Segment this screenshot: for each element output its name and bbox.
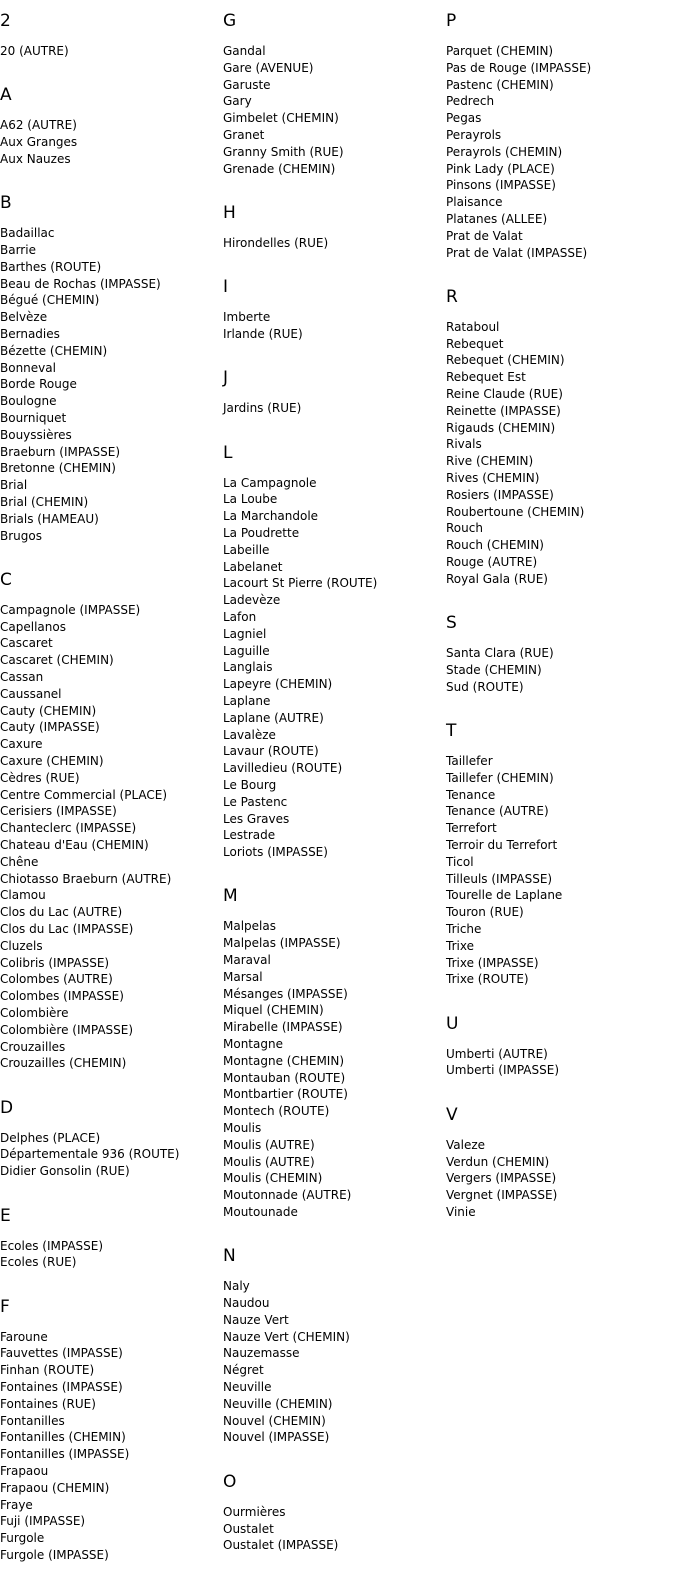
street-entry: Borde Rouge <box>0 377 77 392</box>
letter-heading: A <box>0 85 12 106</box>
letter-section <box>223 366 445 417</box>
street-entry: Rataboul <box>446 319 500 334</box>
street-entry: Roubertoune (CHEMIN) <box>446 504 585 519</box>
street-entry: Maraval <box>223 952 271 967</box>
street-entry: Rives (CHEMIN) <box>446 471 540 486</box>
letter-heading: I <box>223 277 229 298</box>
street-entry: Pas de Rouge (IMPASSE) <box>446 60 592 75</box>
letter-heading: S <box>446 613 457 634</box>
letter-heading: U <box>446 1013 459 1034</box>
street-entry: Crouzailles <box>0 1039 66 1054</box>
street-entry: Cauty (CHEMIN) <box>0 703 97 718</box>
street-entry: Rosiers (IMPASSE) <box>446 487 554 502</box>
street-entry: Rive (CHEMIN) <box>446 454 534 469</box>
street-entry: Barthes (ROUTE) <box>0 259 102 274</box>
street-entry: Bourniquet <box>0 410 67 425</box>
street-entry: Trixe <box>446 938 474 953</box>
street-entry: Oustalet <box>223 1521 274 1536</box>
letter-heading: R <box>446 286 458 307</box>
street-entry: Cascaret <box>0 636 53 651</box>
street-entry: Fontanilles <box>0 1413 65 1428</box>
street-entry: Cèdres (RUE) <box>0 770 80 785</box>
street-entry: Ourmières <box>223 1504 286 1519</box>
street-entry: Bouyssières <box>0 427 72 442</box>
street-entry: Verdun (CHEMIN) <box>446 1154 550 1169</box>
street-entry: La Marchandole <box>223 509 319 524</box>
letter-section <box>0 1096 222 1180</box>
street-index-column-2 <box>223 9 445 1578</box>
street-entry: Moutonnade (AUTRE) <box>223 1188 352 1203</box>
street-entry: Terrefort <box>446 821 497 836</box>
street-entry: Rebequet <box>446 336 504 351</box>
street-entry: Parquet (CHEMIN) <box>446 44 554 58</box>
street-entry: Grenade (CHEMIN) <box>223 161 336 176</box>
street-entry: Naly <box>223 1279 250 1294</box>
street-entry: La Poudrette <box>223 525 300 540</box>
street-entry: Mirabelle (IMPASSE) <box>223 1020 343 1035</box>
letter-heading: E <box>0 1205 11 1226</box>
street-entry: Lavilledieu (ROUTE) <box>223 761 343 776</box>
street-index-column-3 <box>446 9 668 1244</box>
letter-section <box>223 441 445 861</box>
letter-section <box>223 201 445 252</box>
letter-heading: O <box>223 1471 237 1492</box>
street-entry: Colombière (IMPASSE) <box>0 1022 134 1037</box>
street-entry: Cluzels <box>0 938 43 953</box>
street-entry: Capellanos <box>0 619 66 634</box>
letter-heading: B <box>0 193 12 214</box>
street-entry: Colombes (IMPASSE) <box>0 989 124 1004</box>
street-entry: Montauban (ROUTE) <box>223 1070 346 1085</box>
street-entry: Pinsons (IMPASSE) <box>446 178 556 193</box>
street-entry: Laplane (AUTRE) <box>223 710 324 725</box>
letter-section <box>0 83 222 167</box>
letter-section <box>0 568 222 1072</box>
street-index-column-1 <box>0 9 222 1587</box>
street-entry: Fontanilles (CHEMIN) <box>0 1430 126 1445</box>
street-entry: Oustalet (IMPASSE) <box>223 1538 339 1553</box>
letter-heading: P <box>446 11 457 31</box>
street-entry: Sud (ROUTE) <box>446 679 524 694</box>
street-entry: Clos du Lac (AUTRE) <box>0 905 123 920</box>
street-entry: Loriots (IMPASSE) <box>223 845 328 860</box>
street-entry: Clamou <box>0 888 46 903</box>
street-entry: Furgole <box>0 1531 45 1546</box>
street-entry: Delphes (PLACE) <box>0 1130 101 1145</box>
street-entry: Clos du Lac (IMPASSE) <box>0 921 134 936</box>
letter-heading: J <box>223 368 229 389</box>
street-entry: Laguille <box>223 643 270 658</box>
street-entry: Rouge (AUTRE) <box>446 555 538 570</box>
street-entry: Lacourt St Pierre (ROUTE) <box>223 576 378 591</box>
street-entry: Prat de Valat <box>446 228 523 243</box>
street-entry: Le Pastenc <box>223 794 288 809</box>
street-entry: Plaisance <box>446 195 503 210</box>
letter-section <box>0 191 222 544</box>
street-entry: Finhan (ROUTE) <box>0 1363 95 1378</box>
street-entry: Cascaret (CHEMIN) <box>0 653 114 668</box>
letter-heading: H <box>223 202 236 223</box>
street-entry: Colombière <box>0 1005 69 1020</box>
street-entry: Tilleuls (IMPASSE) <box>446 871 553 886</box>
street-entry: Nouvel (CHEMIN) <box>223 1413 326 1428</box>
street-entry: Touron (RUE) <box>446 905 524 920</box>
street-entry: Montbartier (ROUTE) <box>223 1087 348 1102</box>
street-entry: Triche <box>446 921 482 936</box>
street-entry: Lestrade <box>223 828 276 843</box>
letter-heading: M <box>223 886 238 907</box>
street-entry: Umberti (IMPASSE) <box>446 1063 560 1078</box>
street-entry: Montagne <box>223 1036 283 1051</box>
street-entry: Lavalèze <box>223 727 276 742</box>
letter-section <box>0 1295 222 1564</box>
street-entry: Hirondelles (RUE) <box>223 235 329 250</box>
street-entry: Ladevèze <box>223 593 281 608</box>
street-entry: Nauze Vert <box>223 1312 289 1327</box>
street-entry: La Campagnole <box>223 475 317 490</box>
street-entry: Taillefer <box>446 754 493 768</box>
street-entry: Gare (AVENUE) <box>223 60 314 75</box>
street-entry: Trixe (ROUTE) <box>446 972 529 987</box>
street-entry: Bonneval <box>0 360 56 375</box>
street-entry: La Loube <box>223 492 278 507</box>
street-entry: Vergnet (IMPASSE) <box>446 1188 558 1203</box>
street-entry: Barrie <box>0 242 36 257</box>
street-entry: Terroir du Terrefort <box>446 837 558 852</box>
letter-section <box>223 1244 445 1446</box>
street-entry: Laplane <box>223 693 271 708</box>
street-entry: Faroune <box>0 1329 48 1344</box>
street-entry: Rebequet Est <box>446 370 526 385</box>
street-entry: Taillefer (CHEMIN) <box>446 770 554 785</box>
street-entry: Crouzailles (CHEMIN) <box>0 1056 127 1071</box>
street-entry: Lagniel <box>223 626 267 641</box>
street-entry: Miquel (CHEMIN) <box>223 1003 324 1018</box>
letter-heading: 2 <box>0 11 11 31</box>
street-entry: Caussanel <box>0 686 62 701</box>
street-entry: Santa Clara (RUE) <box>446 646 554 661</box>
street-entry: 20 (AUTRE) <box>0 44 69 58</box>
street-entry: Nauzemasse <box>223 1346 300 1361</box>
street-entry: Ticol <box>446 854 474 869</box>
street-entry: Centre Commercial (PLACE) <box>0 787 168 802</box>
street-entry: Cerisiers (IMPASSE) <box>0 804 117 819</box>
street-entry: Fontaines (RUE) <box>0 1396 96 1411</box>
street-entry: Bégué (CHEMIN) <box>0 293 100 308</box>
street-entry: Tourelle de Laplane <box>446 888 563 903</box>
street-entry: Moutounade <box>223 1204 298 1219</box>
street-entry: Départementale 936 (ROUTE) <box>0 1147 180 1162</box>
street-entry: Chiotasso Braeburn (AUTRE) <box>0 871 172 886</box>
street-entry: Reinette (IMPASSE) <box>446 403 561 418</box>
letter-section <box>223 9 445 177</box>
letter-section <box>0 1204 222 1272</box>
street-entry: Ecoles (RUE) <box>0 1255 77 1270</box>
street-entry: Trixe (IMPASSE) <box>446 955 539 970</box>
street-entry: Perayrols (CHEMIN) <box>446 144 563 159</box>
letter-section <box>223 275 445 343</box>
street-entry: Imberte <box>223 310 271 325</box>
street-entry: Pastenc (CHEMIN) <box>446 77 554 92</box>
street-entry: Tenance (AUTRE) <box>446 804 549 819</box>
street-entry: Chateau d'Eau (CHEMIN) <box>0 837 149 852</box>
street-entry: Frapaou <box>0 1464 49 1478</box>
street-entry: Bézette (CHEMIN) <box>0 343 108 358</box>
street-entry: Granet <box>223 127 265 142</box>
street-entry: Neuville <box>223 1380 272 1395</box>
letter-heading: G <box>223 11 237 31</box>
letter-heading: L <box>223 442 233 463</box>
street-entry: Labeille <box>223 542 270 557</box>
letter-section <box>446 9 668 261</box>
street-entry: Stade (CHEMIN) <box>446 662 542 677</box>
letter-section <box>446 719 668 988</box>
street-entry: Caxure <box>0 737 43 752</box>
street-entry: Brugos <box>0 528 42 543</box>
street-entry: Moulis (AUTRE) <box>223 1154 315 1169</box>
letter-heading: N <box>223 1246 236 1267</box>
street-entry: Fontanilles (IMPASSE) <box>0 1447 130 1462</box>
street-entry: Lapeyre (CHEMIN) <box>223 677 333 692</box>
street-entry: Naudou <box>223 1296 270 1311</box>
street-entry: A62 (AUTRE) <box>0 118 77 133</box>
street-entry: Cassan <box>0 670 44 685</box>
street-entry: Lafon <box>223 609 257 624</box>
street-entry: Gandal <box>223 44 266 58</box>
letter-section <box>223 1470 445 1554</box>
street-entry: Badaillac <box>0 226 55 241</box>
street-entry: Prat de Valat (IMPASSE) <box>446 245 588 260</box>
street-entry: Moulis (AUTRE) <box>223 1137 315 1152</box>
street-entry: Malpelas <box>223 919 276 934</box>
letter-heading: V <box>446 1104 458 1125</box>
street-entry: Mésanges (IMPASSE) <box>223 986 348 1001</box>
street-entry: Valeze <box>446 1137 486 1152</box>
street-entry: Boulogne <box>0 394 57 409</box>
letter-section <box>0 9 222 60</box>
street-entry: Négret <box>223 1363 264 1378</box>
street-entry: Gimbelet (CHEMIN) <box>223 111 339 126</box>
street-entry: Aux Nauzes <box>0 151 71 166</box>
street-entry: Malpelas (IMPASSE) <box>223 936 341 951</box>
letter-section <box>446 611 668 695</box>
street-entry: Brial <box>0 478 28 493</box>
street-entry: Pink Lady (PLACE) <box>446 161 555 176</box>
street-entry: Platanes (ALLEE) <box>446 211 548 226</box>
street-entry: Vergers (IMPASSE) <box>446 1171 557 1186</box>
street-entry: Cauty (IMPASSE) <box>0 720 100 735</box>
street-entry: Montagne (CHEMIN) <box>223 1053 344 1068</box>
street-entry: Chêne <box>0 854 39 869</box>
street-entry: Granny Smith (RUE) <box>223 144 344 159</box>
street-entry: Ecoles (IMPASSE) <box>0 1238 104 1253</box>
street-entry: Rebequet (CHEMIN) <box>446 353 565 368</box>
letter-section <box>446 1012 668 1080</box>
street-entry: Gary <box>223 94 252 109</box>
street-entry: Brials (HAMEAU) <box>0 511 99 526</box>
street-entry: Rivals <box>446 437 482 452</box>
street-entry: Aux Granges <box>0 135 78 150</box>
street-entry: Colombes (AUTRE) <box>0 972 113 987</box>
street-entry: Neuville (CHEMIN) <box>223 1396 333 1411</box>
street-entry: Marsal <box>223 969 263 984</box>
street-entry: Nauze Vert (CHEMIN) <box>223 1329 350 1344</box>
letter-heading: D <box>0 1097 14 1118</box>
street-entry: Umberti (AUTRE) <box>446 1046 548 1061</box>
street-entry: Moulis <box>223 1120 262 1135</box>
street-entry: Royal Gala (RUE) <box>446 571 548 586</box>
letter-heading: F <box>0 1296 10 1317</box>
street-entry: Pedrech <box>446 94 495 109</box>
street-entry: Campagnole (IMPASSE) <box>0 602 141 617</box>
street-entry: Rouch <box>446 521 483 536</box>
street-entry: Fuji (IMPASSE) <box>0 1514 86 1529</box>
street-entry: Labelanet <box>223 559 283 574</box>
street-entry: Tenance <box>446 787 496 802</box>
street-entry: Chanteclerc (IMPASSE) <box>0 821 137 836</box>
street-entry: Langlais <box>223 660 273 675</box>
street-entry: Fraye <box>0 1497 33 1512</box>
street-entry: Bernadies <box>0 326 60 341</box>
letter-heading: T <box>446 721 457 741</box>
street-entry: Bretonne (CHEMIN) <box>0 461 116 476</box>
letter-heading: C <box>0 569 12 590</box>
letter-section <box>446 1103 668 1221</box>
street-entry: Brial (CHEMIN) <box>0 494 89 509</box>
street-entry: Lavaur (ROUTE) <box>223 744 319 759</box>
street-entry: Vinie <box>446 1204 476 1219</box>
street-entry: Didier Gonsolin (RUE) <box>0 1164 130 1179</box>
street-entry: Irlande (RUE) <box>223 326 303 341</box>
street-entry: Reine Claude (RUE) <box>446 387 563 402</box>
street-entry: Fontaines (IMPASSE) <box>0 1380 123 1395</box>
street-entry: Braeburn (IMPASSE) <box>0 444 121 459</box>
street-entry: Rouch (CHEMIN) <box>446 538 544 553</box>
letter-section <box>223 884 445 1220</box>
street-entry: Frapaou (CHEMIN) <box>0 1480 110 1495</box>
street-entry: Perayrols <box>446 127 502 142</box>
street-entry: Les Graves <box>223 811 290 826</box>
street-entry: Nouvel (IMPASSE) <box>223 1430 330 1445</box>
street-entry: Belvèze <box>0 310 48 325</box>
street-entry: Moulis (CHEMIN) <box>223 1171 323 1186</box>
street-entry: Pegas <box>446 111 482 126</box>
street-entry: Caxure (CHEMIN) <box>0 754 104 768</box>
street-entry: Montech (ROUTE) <box>223 1104 330 1119</box>
street-entry: Le Bourg <box>223 777 277 792</box>
street-entry: Furgole (IMPASSE) <box>0 1547 109 1562</box>
street-entry: Rigauds (CHEMIN) <box>446 420 556 435</box>
letter-section <box>446 285 668 588</box>
street-entry: Fauvettes (IMPASSE) <box>0 1346 123 1361</box>
street-entry: Beau de Rochas (IMPASSE) <box>0 276 161 291</box>
street-entry: Garuste <box>223 77 271 92</box>
street-entry: Colibris (IMPASSE) <box>0 955 110 970</box>
street-entry: Jardins (RUE) <box>223 401 302 416</box>
